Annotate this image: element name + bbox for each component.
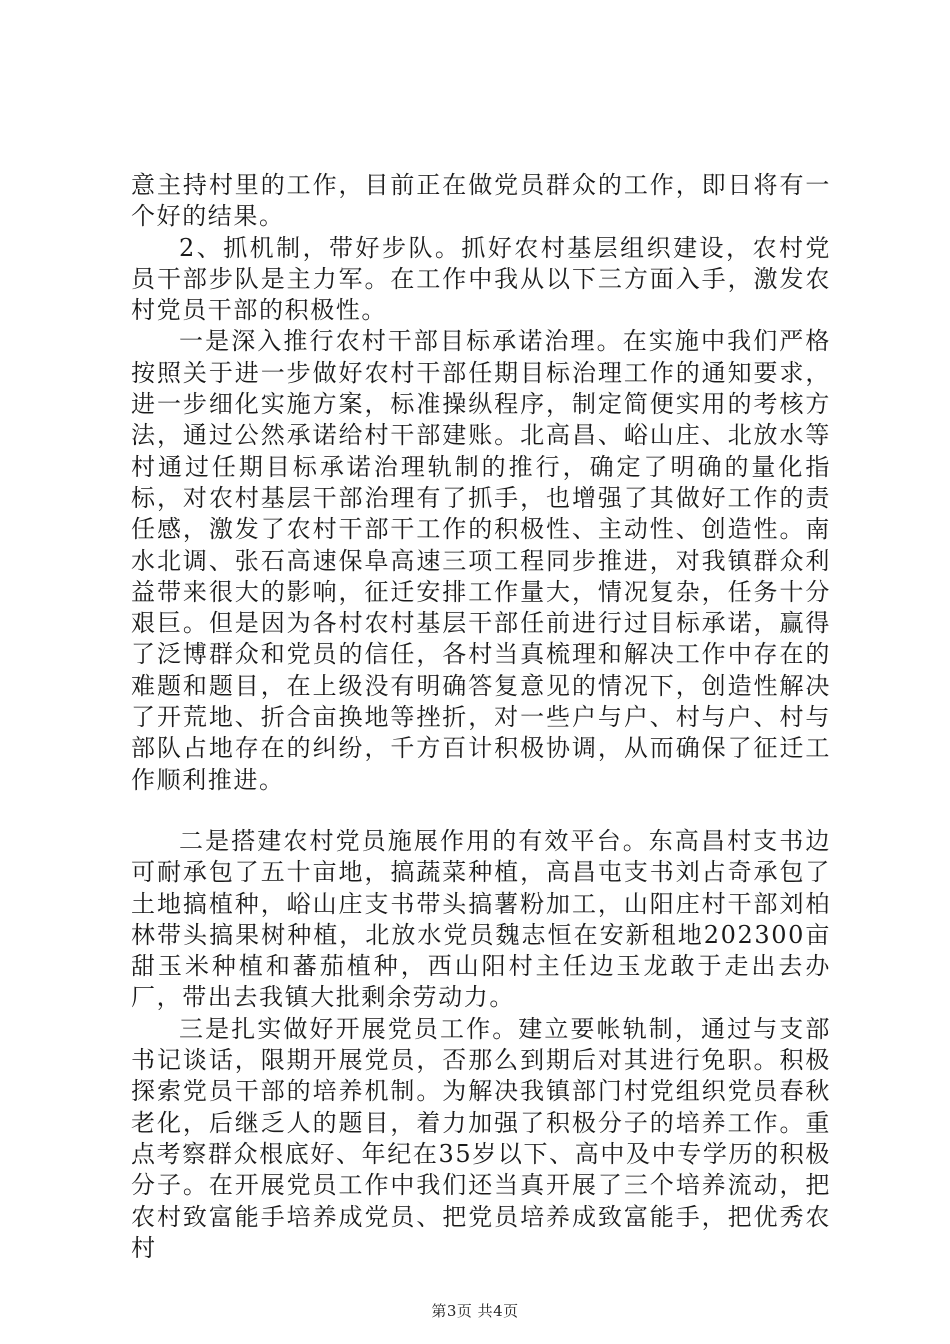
paragraph-mechanism: 2、抓机制，带好步队。抓好农村基层组织建设，农村党员干部步队是主力军。在工作中我从以下三方面入手，激发农村党员干部的积极性。 (131, 233, 831, 325)
document-body (131, 170, 831, 1264)
paragraph-member-development: 三是扎实做好开展党员工作。建立要帐轨制，通过与支部书记谈话，限期开展党员，否那么到期后对其进行免职。积极探索党员干部的培养机制。为解决我镇部门村党组织党员春秋老化，后继乏人的题目，着力加强了积极分子的培养工作。重点考察群众根底好、年纪在35岁以下、高中及中专学历的积极分子。在开展党员工作中我们还当真开展了三个培养流动，把农村致富能手培养成党员、把党员培养成致富能手，把优秀农村 (131, 1014, 831, 1262)
paragraph-spacer (131, 796, 831, 826)
page-number-footer: 第3页 共4页 (431, 1302, 519, 1320)
paragraph-target-commitment: 一是深入推行农村干部目标承诺治理。在实施中我们严格按照关于进一步做好农村干部任期目标治理工作的通知要求，进一步细化实施方案，标准操纵程序，制定简便实用的考核方法，通过公然承诺给村干部建账。北高昌、峪山庄、北放水等村通过任期目标承诺治理轨制的推行，确定了明确的量化指标，对农村基层干部治理有了抓手，也增强了其做好工作的责任感，激发了农村干部干工作的积极性、主动性、创造性。南水北调、张石高速保阜高速三项工程同步推进，对我镇群众利益带来很大的影响，征迁安排工作量大，情况复杂，任务十分艰巨。但是因为各村农村基层干部任前进行过目标承诺，赢得了泛博群众和党员的信任，各村当真梳理和解决工作中存在的难题和题目，在上级没有明确答复意见的情况下，创造性解决了开荒地、折合亩换地等挫折，对一些户与户、村与户、村与部队占地存在的纠纷，千方百计积极协调，从而确保了征迁工作顺利推进。 (131, 327, 831, 794)
paragraph-continuation: 意主持村里的工作，目前正在做党员群众的工作，即日将有一个好的结果。 (131, 171, 831, 231)
paragraph-platform: 二是搭建农村党员施展作用的有效平台。东高昌村支书边可耐承包了五十亩地，搞蔬菜种植，高昌屯支书刘占奇承包了土地搞植种，峪山庄支书带头搞薯粉加工，山阳庄村干部刘柏林带头搞果树种植，北放水党员魏志恒在安新租地202300亩甜玉米种植和蕃茄植种，西山阳村主任边玉龙敢于走出去办厂，带出去我镇大批剩余劳动力。 (131, 826, 831, 1012)
